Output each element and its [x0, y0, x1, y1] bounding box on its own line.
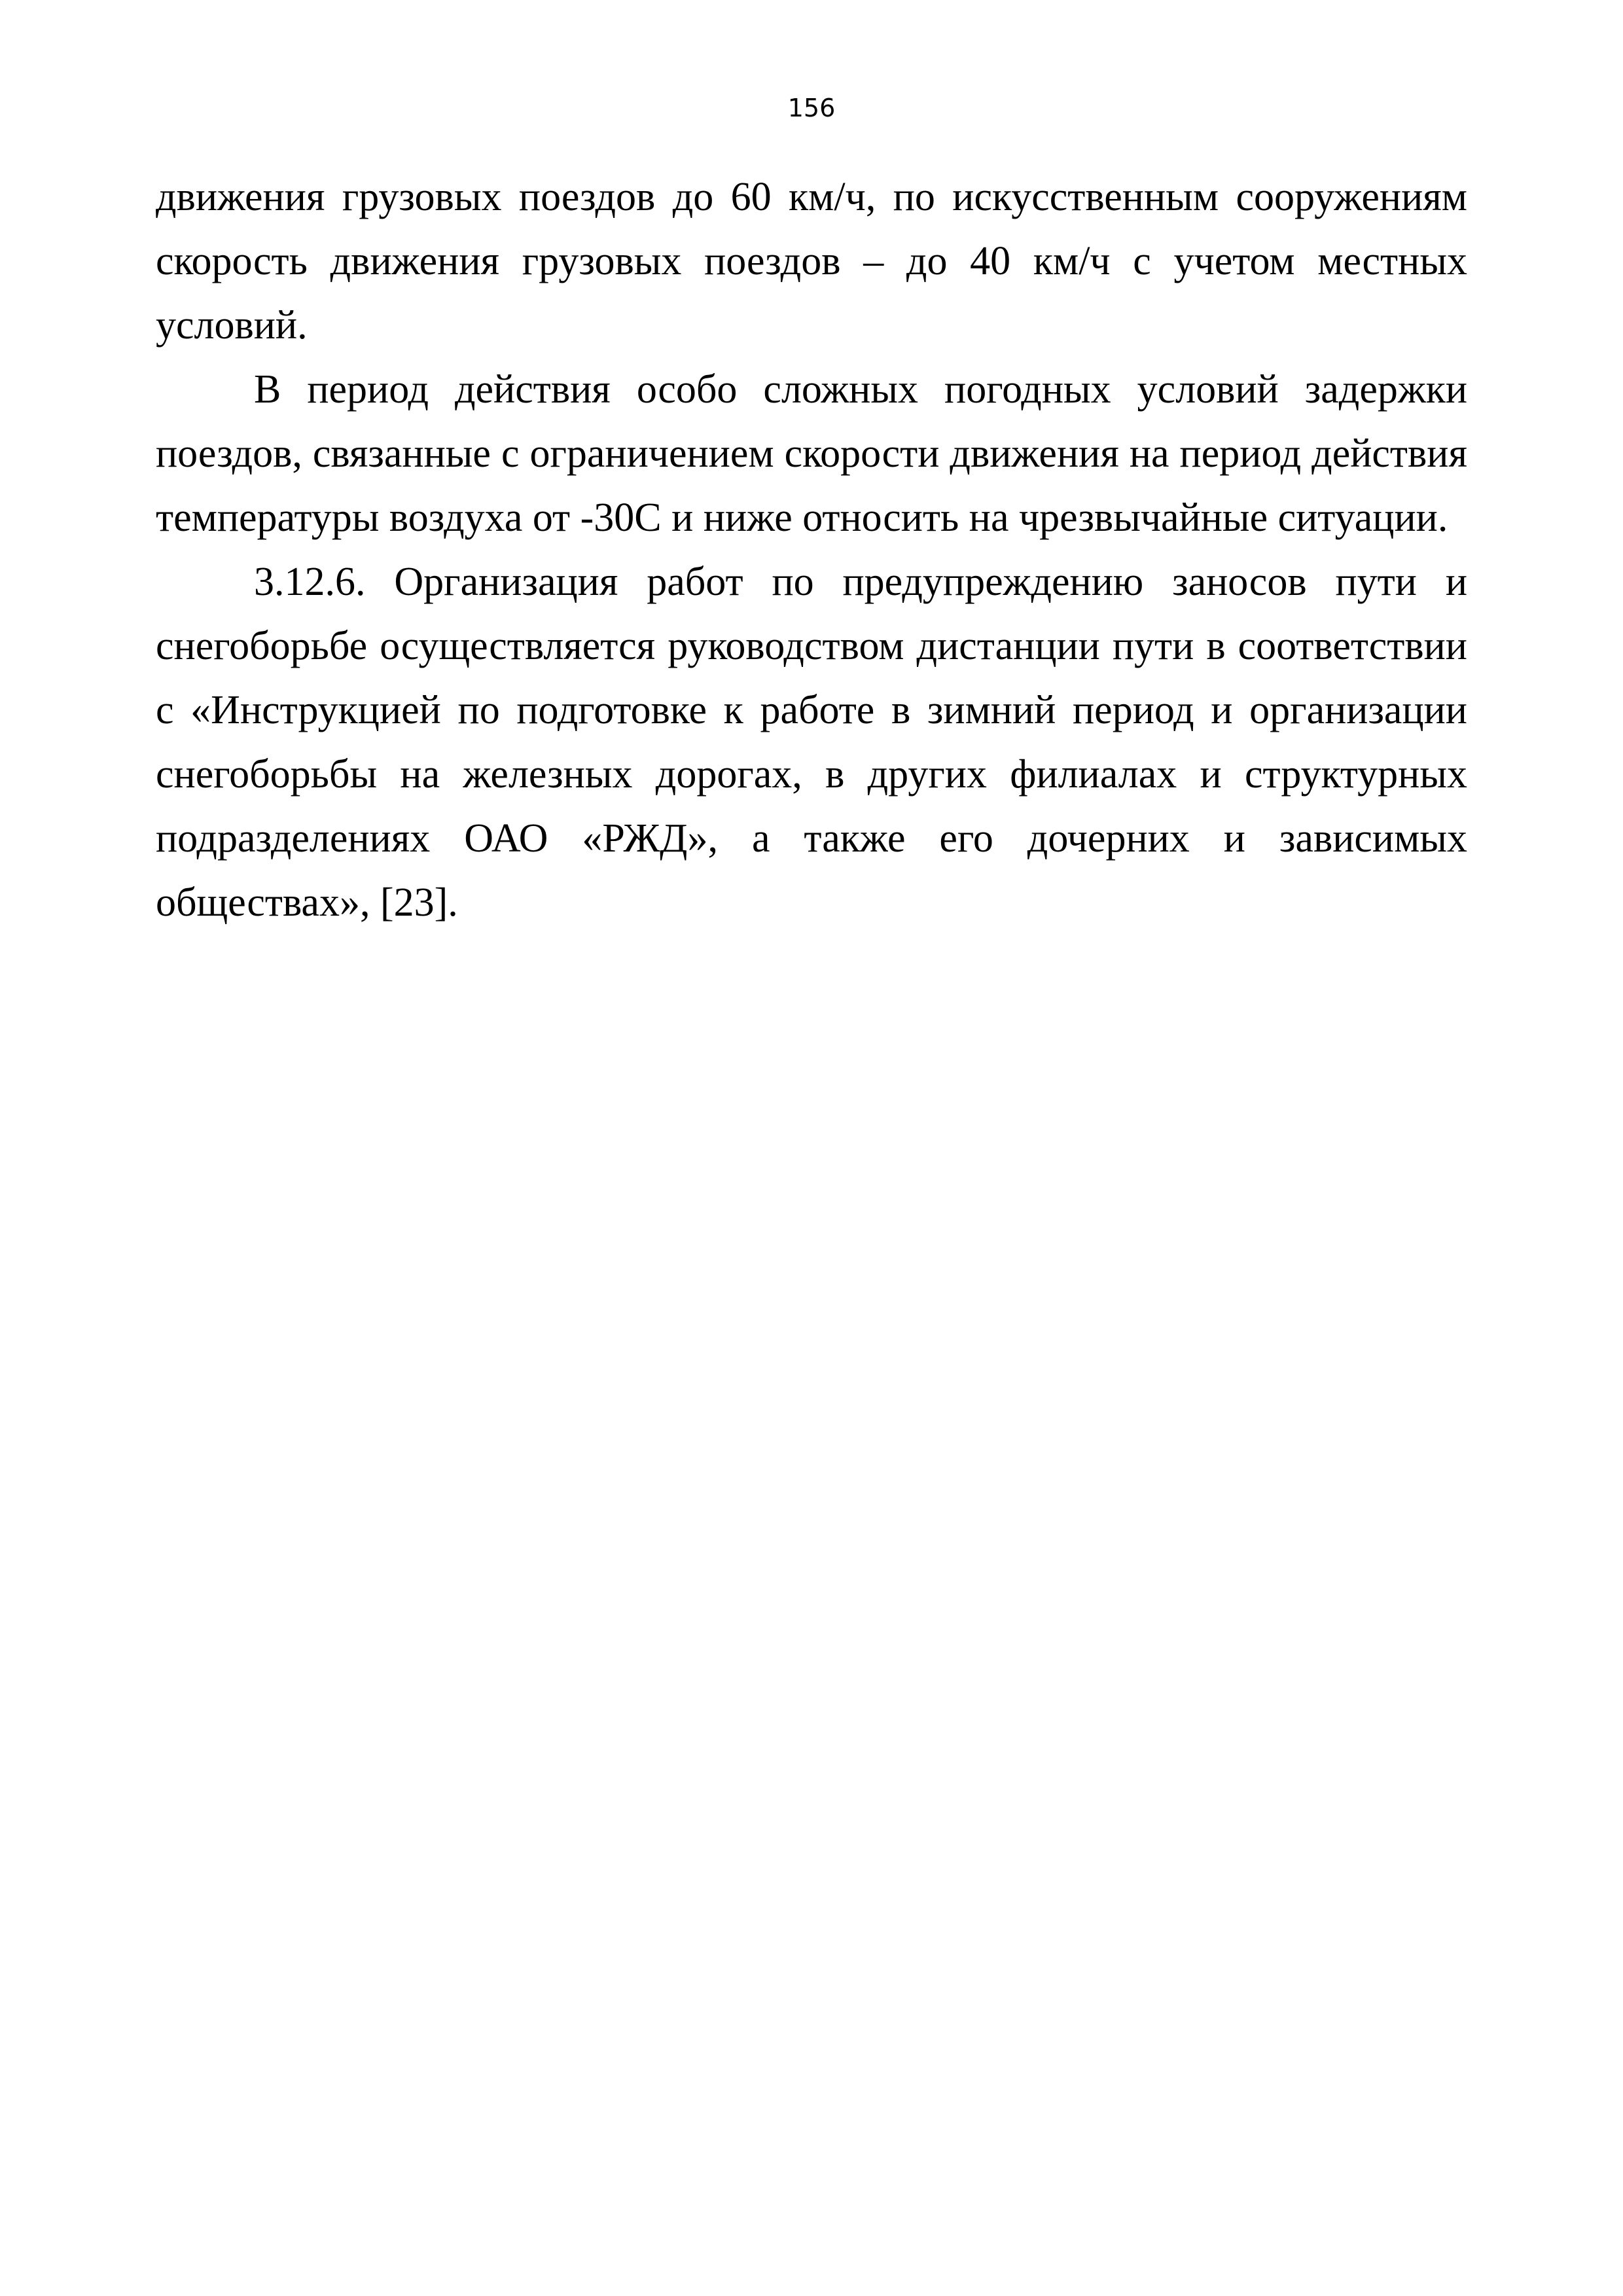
page-number: 156 [787, 94, 836, 122]
paragraph-speed-continuation: движения грузовых поездов до 60 км/ч, по искусственным сооружениям скорость движения грузовых поездов – до 40 км/ч с учетом местных условий. [156, 175, 1467, 348]
paragraph-snow-removal-organization: 3.12.6. Организация работ по предупреждению заносов пути и снегоборьбе осуществляется руководством дистанции пути в соответствии с «Инструкцией по подготовке к работе в зимний период и организации снегоборьбы на железных дорогах, в других филиалах и структурных подразделениях ОАО «РЖД», а также его дочерних и зависимых обществах», [23]. [156, 560, 1467, 925]
paragraph-weather-delays: В период действия особо сложных погодных условий задержки поездов, связанные с ограничением скорости движения на период действия температуры воздуха от -30С и ниже относить на чрезвычайные ситуации. [156, 367, 1467, 540]
document-body [156, 165, 1467, 935]
